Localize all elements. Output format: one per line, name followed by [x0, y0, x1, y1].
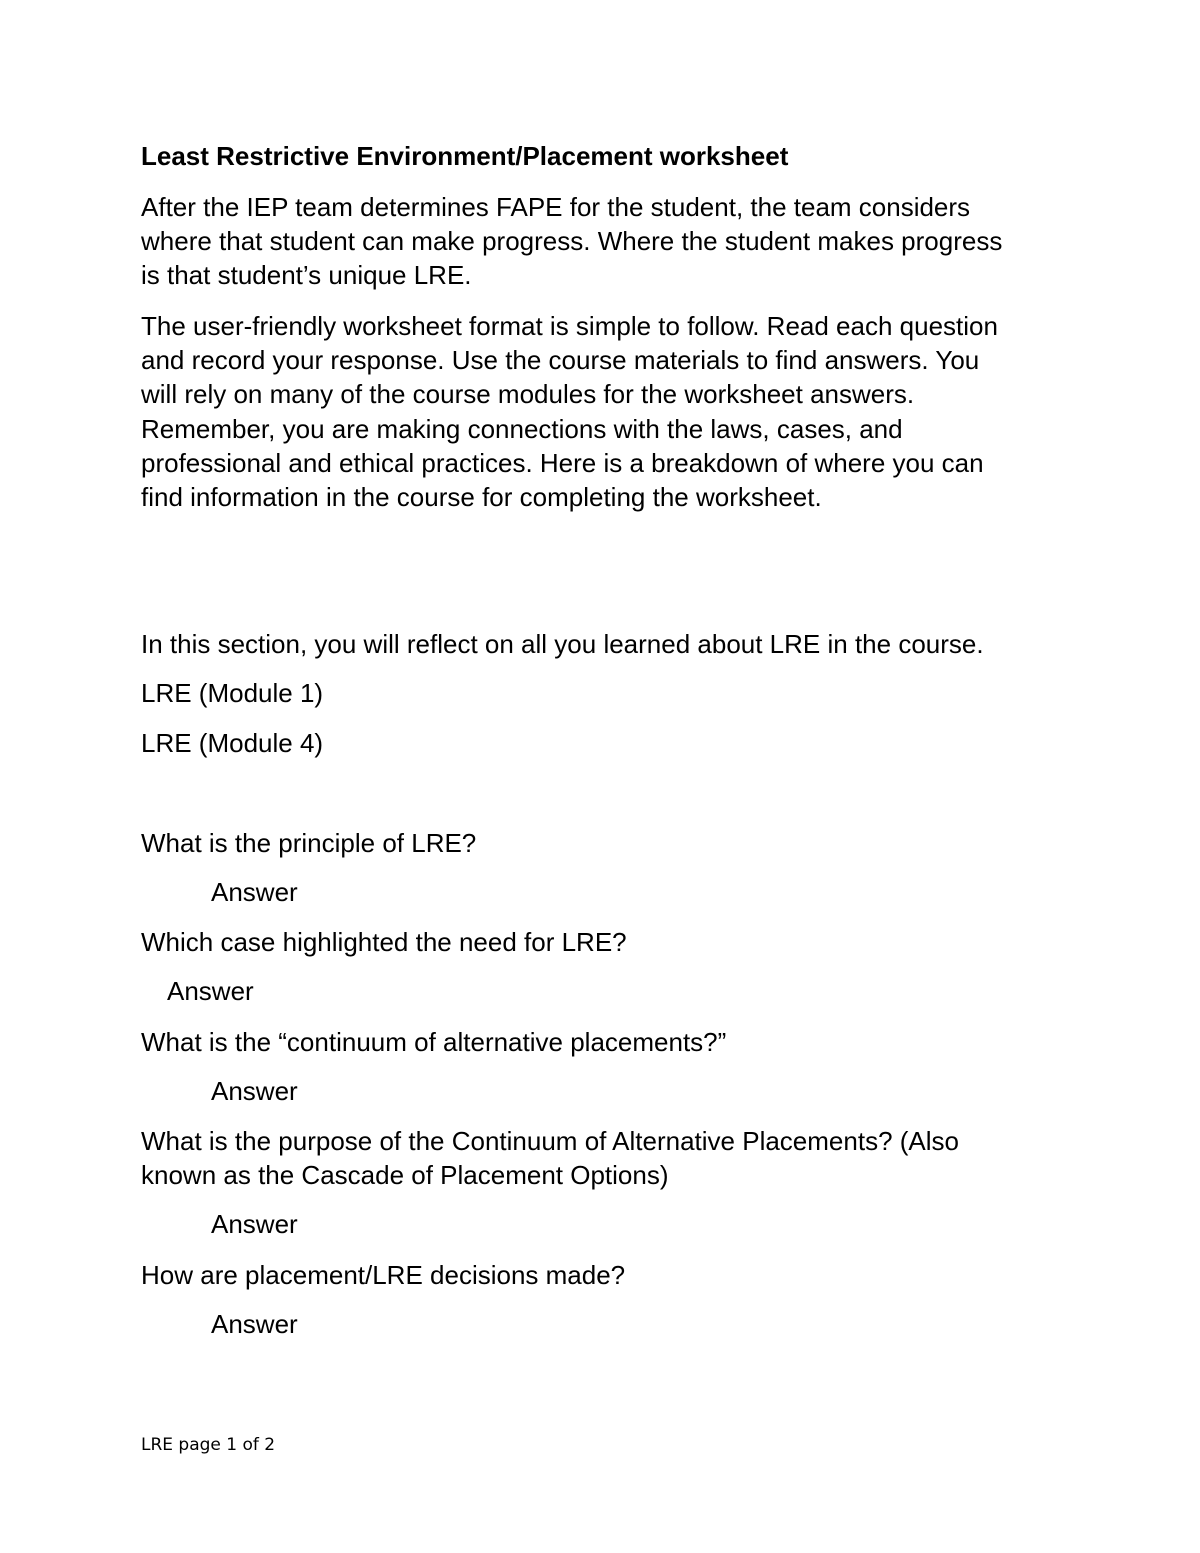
instructions-line: find information in the course for completing the worksheet.	[141, 482, 822, 513]
answer-placeholder: Answer	[167, 976, 254, 1006]
answer-placeholder: Answer	[211, 877, 298, 907]
question-text: known as the Cascade of Placement Options)	[141, 1160, 669, 1190]
question-text: How are placement/LRE decisions made?	[141, 1260, 626, 1290]
question-text: What is the purpose of the Continuum of Alternative Placements? (Also	[141, 1126, 959, 1156]
question-text: What is the “continuum of alternative placements?”	[141, 1027, 727, 1057]
worksheet-title: Least Restrictive Environment/Placement worksheet	[141, 141, 789, 171]
answer-placeholder: Answer	[211, 1209, 298, 1239]
intro-line: where that student can make progress. Where the student makes progress	[141, 226, 1003, 257]
page-footer: LRE page 1 of 2	[141, 1435, 276, 1455]
question-text: Which case highlighted the need for LRE?	[141, 927, 627, 957]
instructions-line: and record your response. Use the course materials to find answers. You	[141, 345, 980, 376]
module-reference: LRE (Module 4)	[141, 728, 324, 758]
instructions-line: Remember, you are making connections with the laws, cases, and	[141, 413, 903, 444]
module-reference: LRE (Module 1)	[141, 678, 324, 708]
intro-line: After the IEP team determines FAPE for the student, the team considers	[141, 192, 971, 222]
answer-placeholder: Answer	[211, 1076, 298, 1106]
intro-line: is that student’s unique LRE.	[141, 260, 472, 291]
instructions-line: professional and ethical practices. Here is a breakdown of where you can	[141, 447, 984, 478]
answer-placeholder: Answer	[211, 1309, 298, 1339]
section-intro: In this section, you will reflect on all you learned about LRE in the course.	[141, 629, 984, 659]
intro-paragraph	[141, 190, 1101, 293]
instructions-line: The user-friendly worksheet format is simple to follow. Read each question	[141, 311, 998, 341]
instructions-line: will rely on many of the course modules for the worksheet answers.	[141, 379, 915, 410]
instructions-paragraph	[141, 309, 1101, 514]
question-text: What is the principle of LRE?	[141, 828, 477, 858]
